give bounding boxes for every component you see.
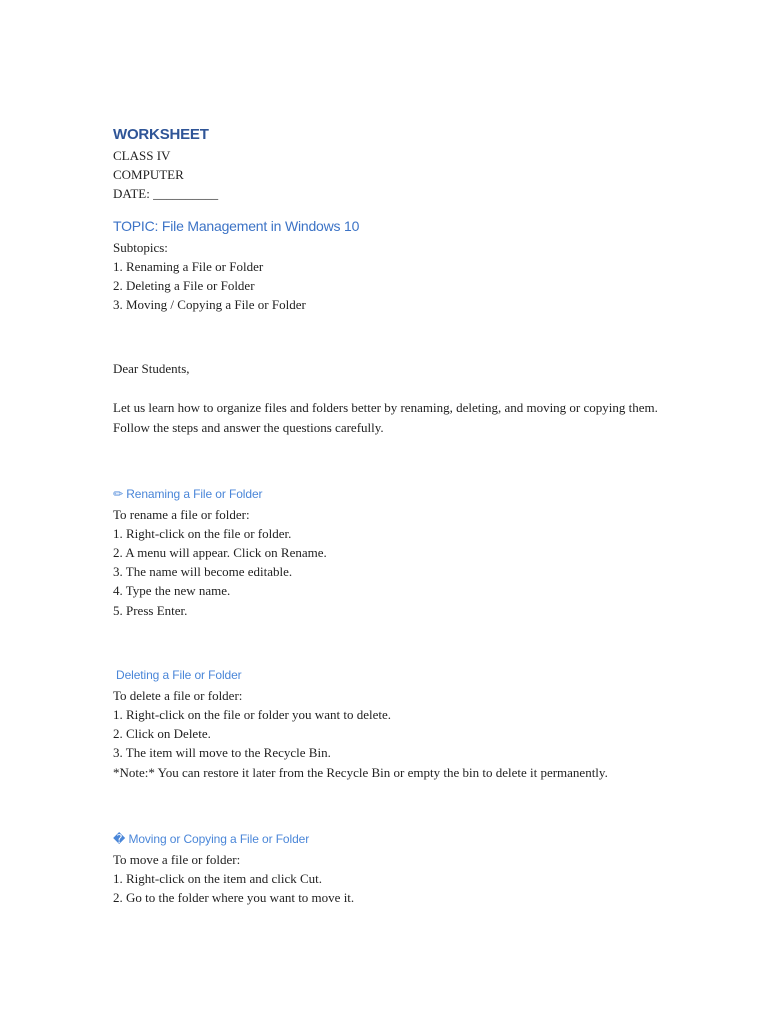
date-line: DATE: __________ <box>113 186 219 202</box>
spacer <box>113 438 673 485</box>
delete-step: 2. Click on Delete. <box>113 726 211 742</box>
delete-step: 1. Right-click on the file or folder you want to delete. <box>113 707 391 723</box>
delete-lead: To delete a file or folder: <box>113 687 243 703</box>
greeting: Dear Students, <box>113 361 190 377</box>
subtopic-item: 1. Renaming a File or Folder <box>113 258 264 274</box>
subtopic-item: 2. Deleting a File or Folder <box>113 278 255 294</box>
rename-lead: To rename a file or folder: <box>113 506 250 522</box>
intro-paragraph: Let us learn how to organize files and folders better by renaming, deleting, and moving or copying them. Follow the steps and answer the questions carefully. <box>113 399 658 435</box>
subtopics-label: Subtopics: <box>113 239 168 255</box>
rename-step: 5. Press Enter. <box>113 602 188 618</box>
move-section-heading: � Moving or Copying a File or Folder <box>113 831 310 846</box>
spacer <box>113 379 673 398</box>
rename-step: 4. Type the new name. <box>113 583 231 599</box>
move-lead: To move a file or folder: <box>113 851 241 867</box>
rename-step: 3. The name will become editable. <box>113 564 293 580</box>
move-step: 1. Right-click on the item and click Cut. <box>113 870 323 886</box>
subject-line: COMPUTER <box>113 167 184 183</box>
topic-heading: TOPIC: File Management in Windows 10 <box>113 217 360 234</box>
rename-step: 1. Right-click on the file or folder. <box>113 525 292 541</box>
spacer <box>113 620 673 666</box>
rename-section-heading: ✏ Renaming a File or Folder <box>113 486 263 501</box>
worksheet-page <box>113 124 673 907</box>
delete-note: *Note:* You can restore it later from the Recycle Bin or empty the bin to delete it permanently. <box>113 764 608 780</box>
class-line: CLASS IV <box>113 148 171 163</box>
subtopic-item: 3. Moving / Copying a File or Folder <box>113 297 306 313</box>
spacer <box>113 783 673 830</box>
rename-step: 2. A menu will appear. Click on Rename. <box>113 545 327 561</box>
spacer <box>113 314 673 359</box>
worksheet-title: WORKSHEET <box>113 126 209 143</box>
move-step: 2. Go to the folder where you want to move it. <box>113 890 355 906</box>
delete-step: 3. The item will move to the Recycle Bin. <box>113 745 331 761</box>
delete-section-heading: Deleting a File or Folder <box>116 667 242 682</box>
